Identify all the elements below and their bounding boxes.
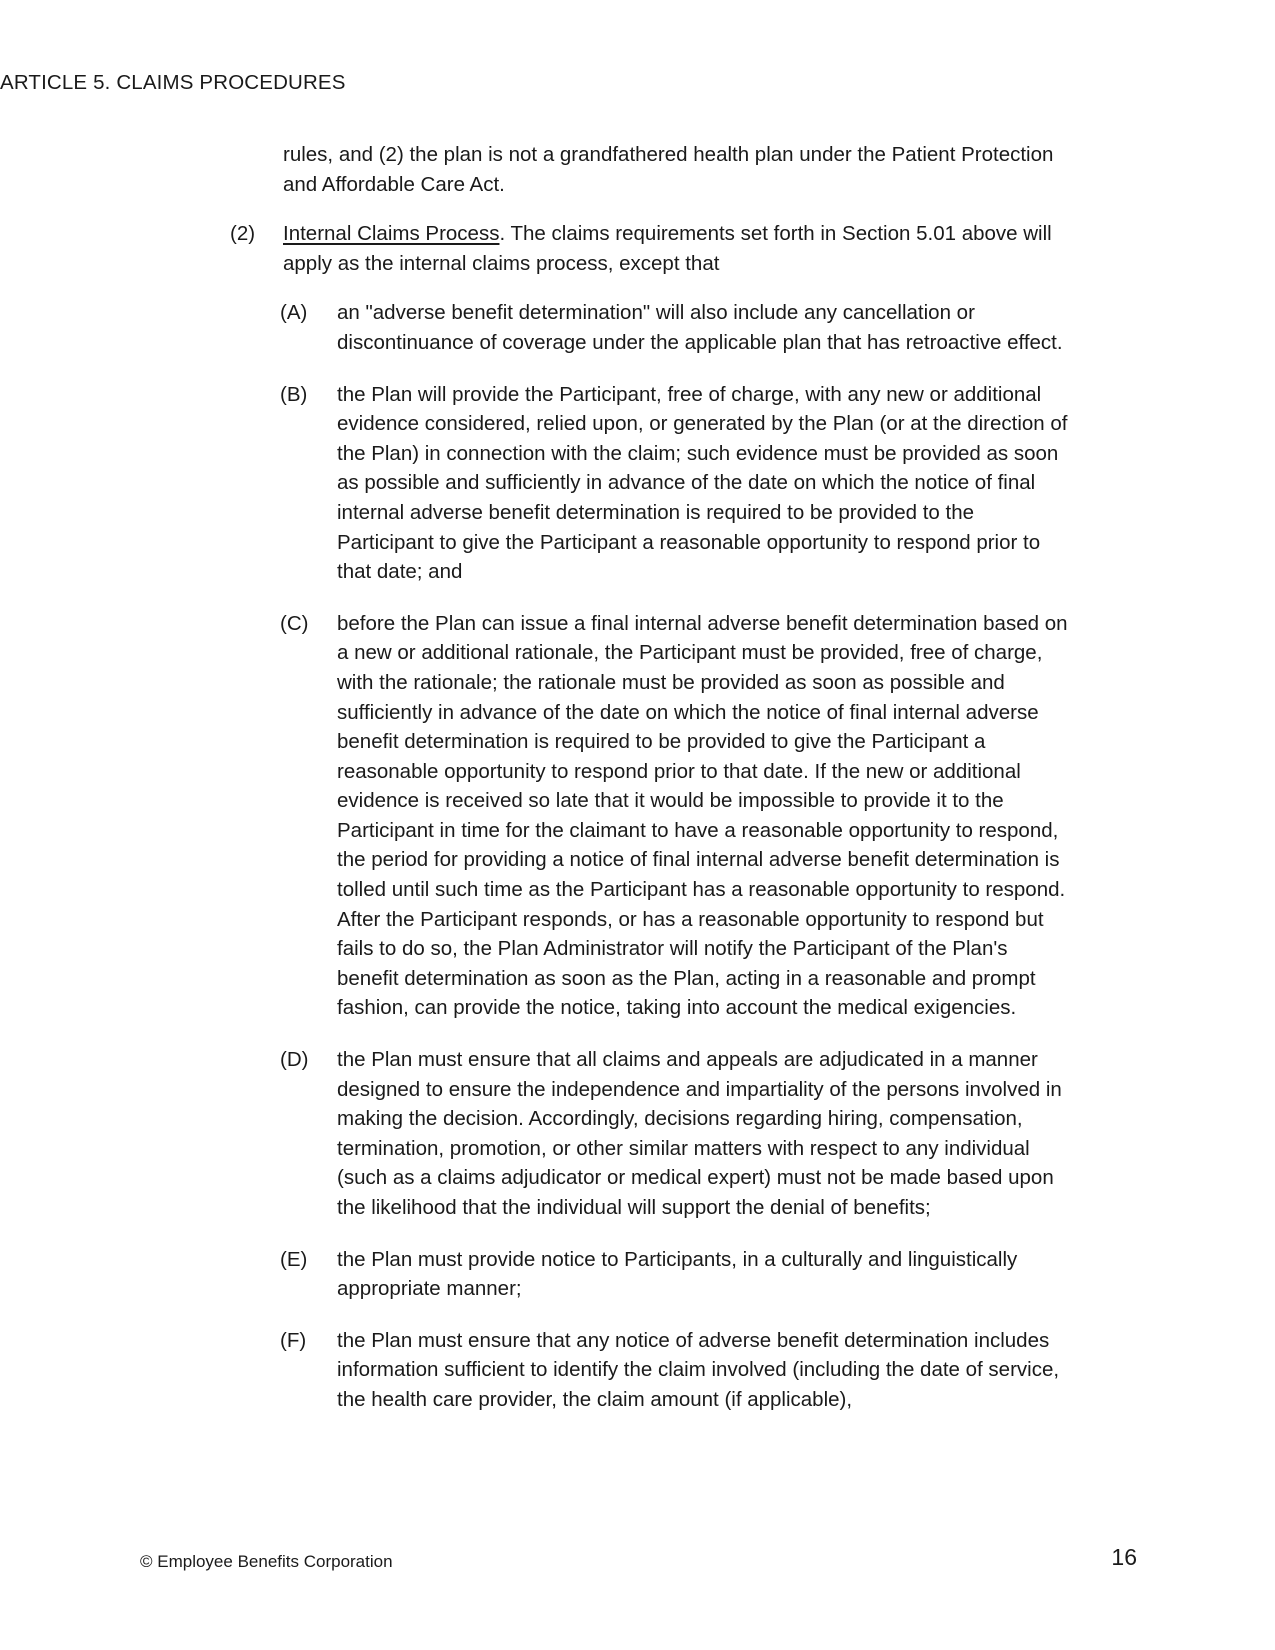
list-marker: (A) <box>280 301 308 325</box>
lettered-item-text: the Plan must ensure that any notice of adverse benefit determination includes information sufficient to identify the claim involved (including the date of service, the health care provider, the claim amount (if applicable), <box>337 1328 1060 1411</box>
list-marker: (B) <box>280 382 308 406</box>
lettered-item-text: the Plan must ensure that all claims and appeals are adjudicated in a manner designed to ensure the independence and impartiality of the persons involved in making the decision. Accordingly, decisions regarding hiring, compensation, termination, promotion, or other similar matters with respect to any individual (such as a claims adjudicator or medical expert) must not be made based upon the likelihood that the individual will support the denial of benefits; <box>337 1048 1062 1219</box>
continuation-paragraph: rules, and (2) the plan is not a grandfathered health plan under the Patient Protection and Affordable Care Act. <box>283 143 1054 196</box>
document-footer <box>0 1530 1275 1650</box>
list-marker: (E) <box>280 1247 308 1271</box>
lettered-item-c <box>228 609 1073 1023</box>
lettered-item-a <box>228 298 1073 357</box>
list-marker: (2) <box>230 222 256 246</box>
item-heading: Internal Claims Process <box>283 222 500 246</box>
lettered-item-e <box>228 1245 1073 1304</box>
lettered-item-d <box>228 1045 1073 1223</box>
item-lead-in: . The claims requirements set forth in Section 5.01 above will apply as the internal claims process, except that <box>283 222 1052 275</box>
lettered-item-text: the Plan will provide the Participant, free of charge, with any new or additional evidence considered, relied upon, or generated by the Plan (or at the direction of the Plan) in connection with the claim; such evidence must be provided as soon as possible and sufficiently in advance of the date on which the notice of final internal adverse benefit determination is required to be provided to the Participant to give the Participant a reasonable opportunity to respond prior to that date; and <box>337 382 1068 584</box>
list-marker: (D) <box>280 1048 309 1072</box>
list-marker: (C) <box>280 611 309 635</box>
lettered-item-text: before the Plan can issue a final internal adverse benefit determination based on a new or additional rationale, the Participant must be provided, free of charge, with the rationale; the rationale must be provided as soon as possible and sufficiently in advance of the date on which the notice of final internal adverse benefit determination is required to be provided to give the Participant a reasonable opportunity to respond prior to that date. If the new or additional evidence is received so late that it would be impossible to provide it to the Participant in time for the claimant to have a reasonable opportunity to respond, the period for providing a notice of final internal adverse benefit determination is tolled until such time as the Participant has a reasonable opportunity to respond. After the Participant responds, or has a reasonable opportunity to respond but fails to do so, the Plan Administrator will notify the Participant of the Plan's benefit determination as soon as the Plan, acting in a reasonable and prompt fashion, can provide the notice, taking into account the medical exigencies. <box>337 611 1068 1020</box>
footer-page-number: 16 <box>1111 1544 1137 1570</box>
lettered-item-text: the Plan must provide notice to Participants, in a culturally and linguistically appropriate manner; <box>337 1247 1018 1301</box>
numbered-item-body <box>283 222 1052 275</box>
lettered-item-f <box>228 1326 1073 1415</box>
running-header: ARTICLE 5. CLAIMS PROCEDURES <box>0 71 346 94</box>
document-body <box>228 140 1073 1437</box>
numbered-item-2 <box>228 219 1073 278</box>
lettered-item-b <box>228 380 1073 587</box>
lettered-item-text: an "adverse benefit determination" will also include any cancellation or discontinuance of coverage under the applicable plan that has retroactive effect. <box>337 301 1063 354</box>
footer-copyright: © Employee Benefits Corporation <box>140 1552 393 1571</box>
list-marker: (F) <box>280 1328 307 1352</box>
